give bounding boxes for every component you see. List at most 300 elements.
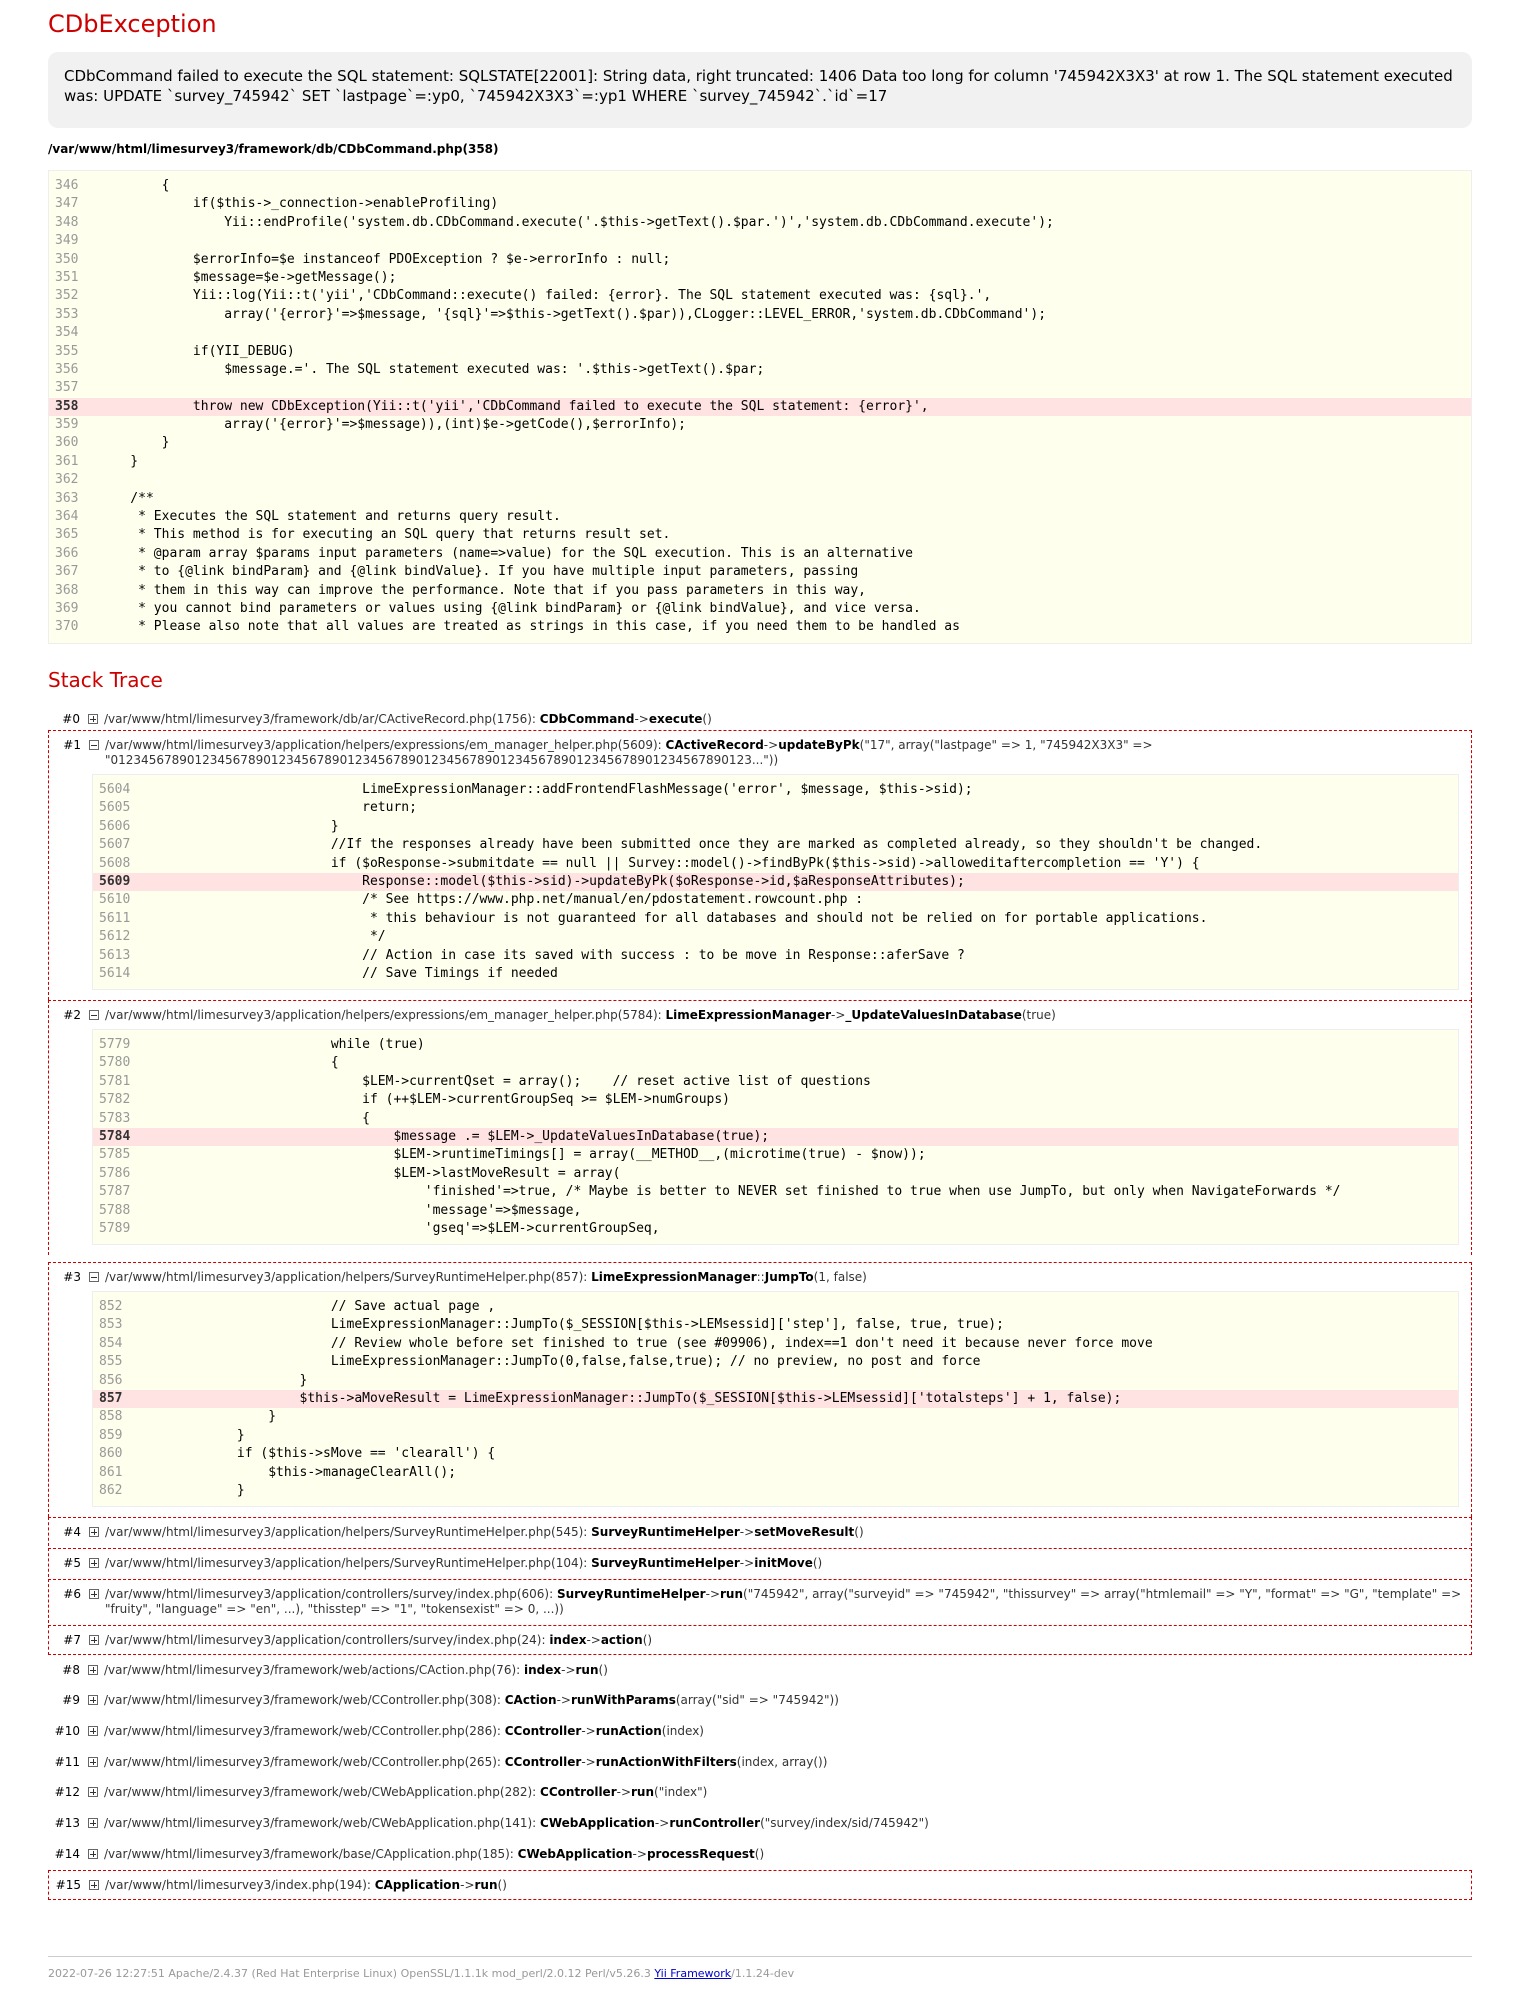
code-line (93, 947, 1458, 965)
trace-header[interactable] (48, 1656, 1472, 1684)
exception-message: CDbCommand failed to execute the SQL statement: SQLSTATE[22001]: String data, right truncated: 1406 Data too long for column '745942X3X3' at row 1. The SQL statement executed was: UPDATE `survey_745942` SET `lastpage`=:yp0, `745942X3X3`=:yp1 WHERE `survey_745942`.`id`=17 (48, 52, 1472, 128)
line-code: // Review whole before set finished to true (see #09906), index==1 don't need it because never force move (143, 1335, 1153, 1351)
line-code: array('{error}'=>$message, '{sql}'=>$this->getText().$par)),CLogger::LEVEL_ERROR,'system.db.CDbCommand'); (99, 306, 1047, 322)
trace-header[interactable] (49, 1580, 1471, 1623)
trace-separator: -> (705, 1587, 720, 1601)
line-number: 347 (55, 196, 79, 212)
code-line (49, 453, 1471, 471)
line-code: } (143, 1372, 308, 1388)
trace-header[interactable] (48, 1748, 1472, 1776)
code-line (93, 1183, 1458, 1201)
line-code: Yii::log(Yii::t('yii','CDbCommand::execute() failed: {error}. The SQL statement executed was: {sql}.', (99, 288, 992, 304)
trace-item (48, 1656, 1472, 1684)
expand-icon[interactable] (88, 1726, 98, 1736)
exception-title: CDbException (48, 10, 217, 38)
trace-args: ("745942", array("surveyid" => "745942", "thissurvey" => array("htmlemail" => "Y", "format" => "G", "template" => "fruity", "language" => "en", ...), "thisstep" => "1", "tokensexist" => 0, ...)) (105, 1587, 1462, 1616)
trace-header[interactable] (49, 1549, 1471, 1577)
trace-separator: -> (739, 1525, 755, 1539)
trace-item (48, 1870, 1472, 1900)
code-line (49, 306, 1471, 324)
line-number: 357 (55, 380, 79, 396)
code-line (49, 600, 1471, 618)
line-number: 862 (99, 1482, 123, 1498)
code-line (49, 508, 1471, 526)
code-line (93, 818, 1458, 836)
trace-number: #4 (63, 1525, 81, 1539)
expand-icon[interactable] (88, 1695, 98, 1705)
trace-args: () (598, 1663, 608, 1677)
code-line (93, 1036, 1458, 1054)
expand-icon[interactable] (88, 1757, 98, 1767)
trace-method: processRequest (646, 1847, 755, 1861)
trace-separator: -> (739, 1556, 755, 1570)
line-code: /** (99, 490, 154, 506)
line-code: 'message'=>$message, (143, 1202, 582, 1218)
trace-text (105, 1633, 1471, 1648)
line-number: 5788 (99, 1202, 131, 1218)
trace-method: runAction (595, 1724, 662, 1738)
line-code: * them in this way can improve the performance. Note that if you pass parameters in this way, (99, 582, 867, 598)
line-code: } (143, 818, 339, 834)
expand-icon[interactable] (88, 714, 98, 724)
trace-number: #7 (63, 1633, 81, 1647)
line-number: 370 (55, 619, 79, 635)
line-code: $errorInfo=$e instanceof PDOException ? $e->errorInfo : null; (99, 251, 671, 267)
trace-method: _UpdateValuesInDatabase (845, 1008, 1022, 1022)
trace-header[interactable] (48, 1778, 1472, 1806)
line-code: $message.='. The SQL statement executed was: '.$this->getText().$par; (99, 361, 765, 377)
code-line (49, 416, 1471, 434)
line-number: 857 (99, 1390, 123, 1406)
trace-class: CController (504, 1724, 582, 1738)
code-line (93, 1464, 1458, 1482)
trace-file: /var/www/html/limesurvey3/application/helpers/SurveyRuntimeHelper.php(545): (105, 1525, 592, 1539)
trace-file: /var/www/html/limesurvey3/application/helpers/expressions/em_manager_helper.php(5609): (105, 738, 666, 752)
footer (48, 1956, 1472, 1980)
code-line (49, 361, 1471, 379)
code-line (93, 1298, 1458, 1316)
error-code-line (93, 1390, 1458, 1408)
trace-file: /var/www/html/limesurvey3/framework/web/CWebApplication.php(141): (104, 1816, 541, 1830)
stack-trace-title: Stack Trace (48, 668, 163, 692)
trace-text (105, 1587, 1471, 1617)
line-code: * @param array $params input parameters (name=>value) for the SQL execution. This is an alternative (99, 545, 913, 561)
line-number: 366 (55, 545, 79, 561)
line-code: * Executes the SQL statement and returns query result. (99, 509, 561, 525)
line-code: $LEM->lastMoveResult = array( (143, 1165, 621, 1181)
line-number: 363 (55, 490, 79, 506)
expand-icon[interactable] (89, 1589, 99, 1599)
trace-number: #13 (54, 1816, 80, 1830)
trace-item (48, 730, 1472, 1000)
line-number: 359 (55, 417, 79, 433)
trace-args: (array("sid" => "745942")) (675, 1693, 839, 1707)
trace-method: updateByPk (778, 738, 860, 752)
trace-method: initMove (754, 1556, 813, 1570)
line-number: 5608 (99, 855, 131, 871)
line-number: 5779 (99, 1037, 131, 1052)
trace-args: () (497, 1878, 507, 1892)
collapse-icon[interactable] (89, 740, 99, 750)
trace-text (104, 1847, 1472, 1862)
line-code: LimeExpressionManager::JumpTo($_SESSION[$this->LEMsessid]['step'], false, true, true); (143, 1317, 1004, 1333)
line-number: 5783 (99, 1110, 131, 1126)
error-code-line (93, 873, 1458, 891)
line-code: { (99, 178, 170, 193)
trace-text (104, 1693, 1472, 1708)
trace-file: /var/www/html/limesurvey3/application/helpers/SurveyRuntimeHelper.php(857): (105, 1270, 592, 1284)
line-number: 353 (55, 306, 79, 322)
code-line (49, 343, 1471, 361)
trace-separator: -> (586, 1633, 601, 1647)
trace-method: action (600, 1633, 643, 1647)
trace-args: () (754, 1847, 765, 1861)
expand-icon[interactable] (89, 1558, 99, 1568)
trace-class: LimeExpressionManager (591, 1270, 757, 1284)
trace-file: /var/www/html/limesurvey3/index.php(194): (105, 1878, 375, 1892)
code-line (93, 1054, 1458, 1072)
trace-text (104, 712, 1472, 727)
line-number: 5782 (99, 1092, 131, 1108)
trace-separator: -> (561, 1663, 576, 1677)
trace-header[interactable] (49, 731, 1471, 774)
code-line (93, 1335, 1458, 1353)
line-number: 365 (55, 527, 79, 543)
line-code: /* See https://www.php.net/manual/en/pdostatement.rowcount.php : (143, 892, 864, 908)
trace-class: CActiveRecord (665, 738, 764, 752)
code-line (49, 582, 1471, 600)
trace-header[interactable] (49, 1871, 1471, 1899)
line-code: // Save actual page , (143, 1299, 496, 1314)
line-number: 5611 (99, 910, 131, 926)
trace-text (105, 738, 1471, 768)
line-code: LimeExpressionManager::JumpTo(0,false,false,true); // no preview, no post and force (143, 1354, 981, 1370)
footer-version: /1.1.24-dev (731, 1967, 795, 1980)
code-line (49, 434, 1471, 452)
line-number: 5604 (99, 782, 131, 797)
line-code: //If the responses already have been submitted once they are marked as completed already, so they shouldn't be changed. (143, 837, 1263, 853)
line-number: 5605 (99, 800, 131, 816)
trace-text (104, 1755, 1472, 1770)
trace-text (104, 1785, 1472, 1800)
line-code: Response::model($this->sid)->updateByPk($oResponse->id,$aResponseAttributes); (143, 873, 965, 889)
trace-item (48, 705, 1472, 733)
trace-class: CApplication (374, 1878, 461, 1892)
line-code: if(YII_DEBUG) (99, 343, 295, 359)
trace-method: run (575, 1663, 599, 1677)
error-code-line (93, 1128, 1458, 1146)
trace-args: (1, false) (813, 1270, 867, 1284)
code-line (49, 490, 1471, 508)
code-line (93, 910, 1458, 928)
line-code: } (99, 435, 170, 451)
trace-class: index (524, 1663, 562, 1677)
expand-icon[interactable] (88, 1665, 98, 1675)
trace-text (105, 1556, 1471, 1571)
line-code: // Save Timings if needed (143, 965, 558, 981)
line-number: 5610 (99, 892, 131, 908)
line-number: 360 (55, 435, 79, 451)
trace-file: /var/www/html/limesurvey3/framework/base/CApplication.php(185): (104, 1847, 518, 1861)
trace-separator: -> (581, 1724, 596, 1738)
line-number: 5781 (99, 1073, 131, 1089)
line-number: 5789 (99, 1220, 131, 1236)
expand-icon[interactable] (88, 1849, 98, 1859)
code-line (49, 269, 1471, 287)
trace-item (48, 1748, 1472, 1776)
expand-icon[interactable] (88, 1787, 98, 1797)
code-line (49, 214, 1471, 232)
yii-framework-link[interactable]: Yii Framework (654, 1967, 732, 1980)
trace-args: ("survey/index/sid/745942") (760, 1816, 929, 1830)
trace-number: #10 (54, 1724, 80, 1738)
trace-args: () (642, 1633, 653, 1647)
trace-number: #14 (54, 1847, 80, 1861)
trace-item (48, 1000, 1472, 1255)
source-file-path: /var/www/html/limesurvey3/framework/db/CDbCommand.php(358) (48, 142, 499, 156)
line-code: 'gseq'=>$LEM->currentGroupSeq, (143, 1220, 660, 1236)
line-code: * this behaviour is not guaranteed for all databases and should not be relied on for portable applications. (143, 910, 1208, 926)
trace-header[interactable] (49, 1263, 1471, 1291)
trace-file: /var/www/html/limesurvey3/framework/web/CController.php(308): (104, 1693, 505, 1707)
trace-header[interactable] (49, 1001, 1471, 1029)
line-number: 856 (99, 1372, 123, 1388)
code-line (49, 287, 1471, 305)
trace-item (48, 1517, 1472, 1546)
trace-text (104, 1816, 1472, 1831)
line-code: if (++$LEM->currentGroupSeq >= $LEM->numGroups) (143, 1092, 730, 1108)
trace-separator: :: (756, 1270, 765, 1284)
line-number: 369 (55, 600, 79, 616)
line-code: $LEM->currentQset = array(); // reset active list of questions (143, 1073, 871, 1089)
line-code: */ (143, 929, 386, 945)
code-line (49, 379, 1471, 397)
trace-class: CDbCommand (539, 712, 635, 726)
code-line (93, 928, 1458, 946)
line-number: 860 (99, 1446, 123, 1462)
trace-number: #0 (62, 712, 80, 726)
trace-number: #9 (62, 1693, 80, 1707)
code-line (93, 781, 1458, 799)
trace-number: #3 (63, 1270, 81, 1284)
code-line (93, 855, 1458, 873)
code-line (93, 1110, 1458, 1128)
trace-item (48, 1686, 1472, 1714)
line-number: 855 (99, 1354, 123, 1370)
trace-class: SurveyRuntimeHelper (556, 1587, 706, 1601)
trace-header[interactable] (49, 1626, 1471, 1654)
trace-code-block (92, 1029, 1459, 1245)
code-line (93, 1427, 1458, 1445)
line-number: 368 (55, 582, 79, 598)
line-code: * This method is for executing an SQL query that returns result set. (99, 527, 671, 543)
trace-class: CController (540, 1785, 617, 1799)
collapse-icon[interactable] (89, 1010, 99, 1020)
expand-icon[interactable] (89, 1880, 99, 1890)
trace-separator: -> (634, 712, 649, 726)
trace-code-block (92, 1291, 1459, 1507)
trace-method: execute (648, 712, 703, 726)
code-line (93, 1408, 1458, 1426)
trace-args: (true) (1021, 1008, 1056, 1022)
line-number: 5609 (99, 873, 131, 889)
line-number: 5787 (99, 1184, 131, 1200)
trace-number: #5 (63, 1556, 81, 1570)
code-line (49, 251, 1471, 269)
code-line (93, 1073, 1458, 1091)
trace-args: () (702, 712, 712, 726)
trace-number: #15 (55, 1878, 81, 1892)
trace-text (104, 1663, 1472, 1678)
trace-header[interactable] (48, 1717, 1472, 1745)
trace-header[interactable] (48, 1840, 1472, 1868)
trace-file: /var/www/html/limesurvey3/framework/db/ar/CActiveRecord.php(1756): (104, 712, 540, 726)
line-number: 5614 (99, 965, 131, 981)
line-number: 853 (99, 1317, 123, 1333)
trace-number: #6 (63, 1587, 81, 1601)
trace-file: /var/www/html/limesurvey3/framework/web/CController.php(265): (104, 1755, 505, 1769)
trace-separator: -> (763, 738, 779, 752)
trace-file: /var/www/html/limesurvey3/framework/web/actions/CAction.php(76): (104, 1663, 524, 1677)
trace-text (105, 1270, 1471, 1285)
trace-args: () (854, 1525, 864, 1539)
line-number: 854 (99, 1335, 123, 1351)
trace-item (48, 1625, 1472, 1655)
line-code: { (143, 1055, 339, 1071)
code-line (93, 965, 1458, 983)
line-code: $this->aMoveResult = LimeExpressionManager::JumpTo($_SESSION[$this->LEMsessid]['totalsteps'] + 1, false); (143, 1390, 1122, 1406)
line-number: 5607 (99, 837, 131, 853)
line-number: 861 (99, 1464, 123, 1480)
trace-separator: -> (460, 1878, 475, 1892)
line-code: while (true) (143, 1037, 425, 1052)
code-line (93, 1316, 1458, 1334)
trace-method: runController (669, 1816, 761, 1830)
trace-header[interactable] (48, 1686, 1472, 1714)
line-code: Yii::endProfile('system.db.CDbCommand.execute('.$this->getText().$par.')','system.db.CDbCommand.execute'); (99, 214, 1054, 230)
trace-file: /var/www/html/limesurvey3/application/helpers/expressions/em_manager_helper.php(5784): (105, 1008, 666, 1022)
expand-icon[interactable] (89, 1527, 99, 1537)
code-line (49, 618, 1471, 636)
code-line (93, 1482, 1458, 1500)
line-code: // Action in case its saved with success : to be move in Response::aferSave ? (143, 947, 965, 963)
source-code-block (48, 170, 1472, 644)
line-code: } (143, 1427, 245, 1443)
line-code: return; (143, 800, 417, 816)
trace-file: /var/www/html/limesurvey3/framework/web/CWebApplication.php(282): (104, 1785, 541, 1799)
trace-args: () (812, 1556, 823, 1570)
trace-method: setMoveResult (754, 1525, 855, 1539)
line-code: * you cannot bind parameters or values using {@link bindParam} or {@link bindValue}, and vice versa. (99, 600, 921, 616)
line-code: { (143, 1110, 370, 1126)
trace-class: SurveyRuntimeHelper (591, 1525, 740, 1539)
trace-item (48, 1548, 1472, 1577)
trace-class: SurveyRuntimeHelper (591, 1556, 740, 1570)
code-line (49, 526, 1471, 544)
line-code: LimeExpressionManager::addFrontendFlashMessage('error', $message, $this->sid); (143, 782, 973, 797)
code-line (93, 799, 1458, 817)
trace-header[interactable] (48, 1809, 1472, 1837)
trace-method: runWithParams (570, 1693, 676, 1707)
code-line (49, 563, 1471, 581)
line-number: 5785 (99, 1147, 131, 1163)
line-number: 5606 (99, 818, 131, 834)
code-line (93, 1146, 1458, 1164)
trace-separator: -> (556, 1693, 571, 1707)
line-code: if($this->_connection->enableProfiling) (99, 196, 499, 212)
line-code: $message=$e->getMessage(); (99, 269, 397, 285)
line-code: $this->manageClearAll(); (143, 1464, 457, 1480)
line-number: 358 (55, 398, 79, 414)
trace-separator: -> (581, 1755, 596, 1769)
trace-args: (index, array()) (736, 1755, 828, 1769)
trace-separator: -> (632, 1847, 647, 1861)
line-number: 348 (55, 214, 79, 230)
line-code: * Please also note that all values are treated as strings in this case, if you need them to be handled as (99, 619, 960, 635)
trace-item (48, 1579, 1472, 1623)
line-number: 364 (55, 509, 79, 525)
trace-text (104, 1724, 1472, 1739)
trace-number: #1 (63, 738, 81, 752)
trace-separator: -> (616, 1785, 632, 1799)
trace-header[interactable] (48, 705, 1472, 733)
trace-class: CAction (504, 1693, 557, 1707)
trace-number: #2 (63, 1008, 81, 1022)
code-line (49, 177, 1471, 195)
trace-class: CController (504, 1755, 582, 1769)
line-code: array('{error}'=>$message)),(int)$e->getCode(),$errorInfo); (99, 417, 686, 433)
trace-header[interactable] (49, 1518, 1471, 1546)
line-code: } (143, 1482, 245, 1498)
trace-args: (index) (661, 1724, 704, 1738)
trace-separator: -> (654, 1816, 670, 1830)
code-line (49, 232, 1471, 250)
line-number: 5612 (99, 929, 131, 945)
trace-class: CWebApplication (517, 1847, 633, 1861)
trace-number: #12 (54, 1785, 80, 1799)
code-line (49, 471, 1471, 489)
line-number: 356 (55, 361, 79, 377)
line-number: 361 (55, 453, 79, 469)
line-number: 367 (55, 564, 79, 580)
code-line (93, 1165, 1458, 1183)
trace-class: LimeExpressionManager (665, 1008, 832, 1022)
code-line (93, 1091, 1458, 1109)
line-code: } (99, 453, 139, 469)
code-line (93, 891, 1458, 909)
expand-icon[interactable] (88, 1818, 98, 1828)
trace-args: ("17", array("lastpage" => 1, "745942X3X3" => "012345678901234567890123456789012345678901234567890123456789012345678901234567890123...")) (105, 738, 1153, 767)
expand-icon[interactable] (89, 1635, 99, 1645)
trace-text (105, 1525, 1471, 1540)
trace-item (48, 1717, 1472, 1745)
code-line (93, 1372, 1458, 1390)
line-code: $LEM->runtimeTimings[] = array(__METHOD__,(microtime(true) - $now)); (143, 1147, 926, 1163)
line-code: } (143, 1409, 277, 1425)
code-line (93, 1202, 1458, 1220)
trace-method: run (720, 1587, 744, 1601)
line-number: 5613 (99, 947, 131, 963)
line-code: throw new CDbException(Yii::t('yii','CDbCommand failed to execute the SQL statement: {error}', (99, 398, 929, 414)
trace-separator: -> (831, 1008, 846, 1022)
trace-number: #8 (62, 1663, 80, 1677)
trace-item (48, 1809, 1472, 1837)
trace-args: ("index") (654, 1785, 708, 1799)
trace-item (48, 1840, 1472, 1868)
code-line (93, 1353, 1458, 1371)
trace-code-block (92, 774, 1459, 990)
collapse-icon[interactable] (89, 1272, 99, 1282)
